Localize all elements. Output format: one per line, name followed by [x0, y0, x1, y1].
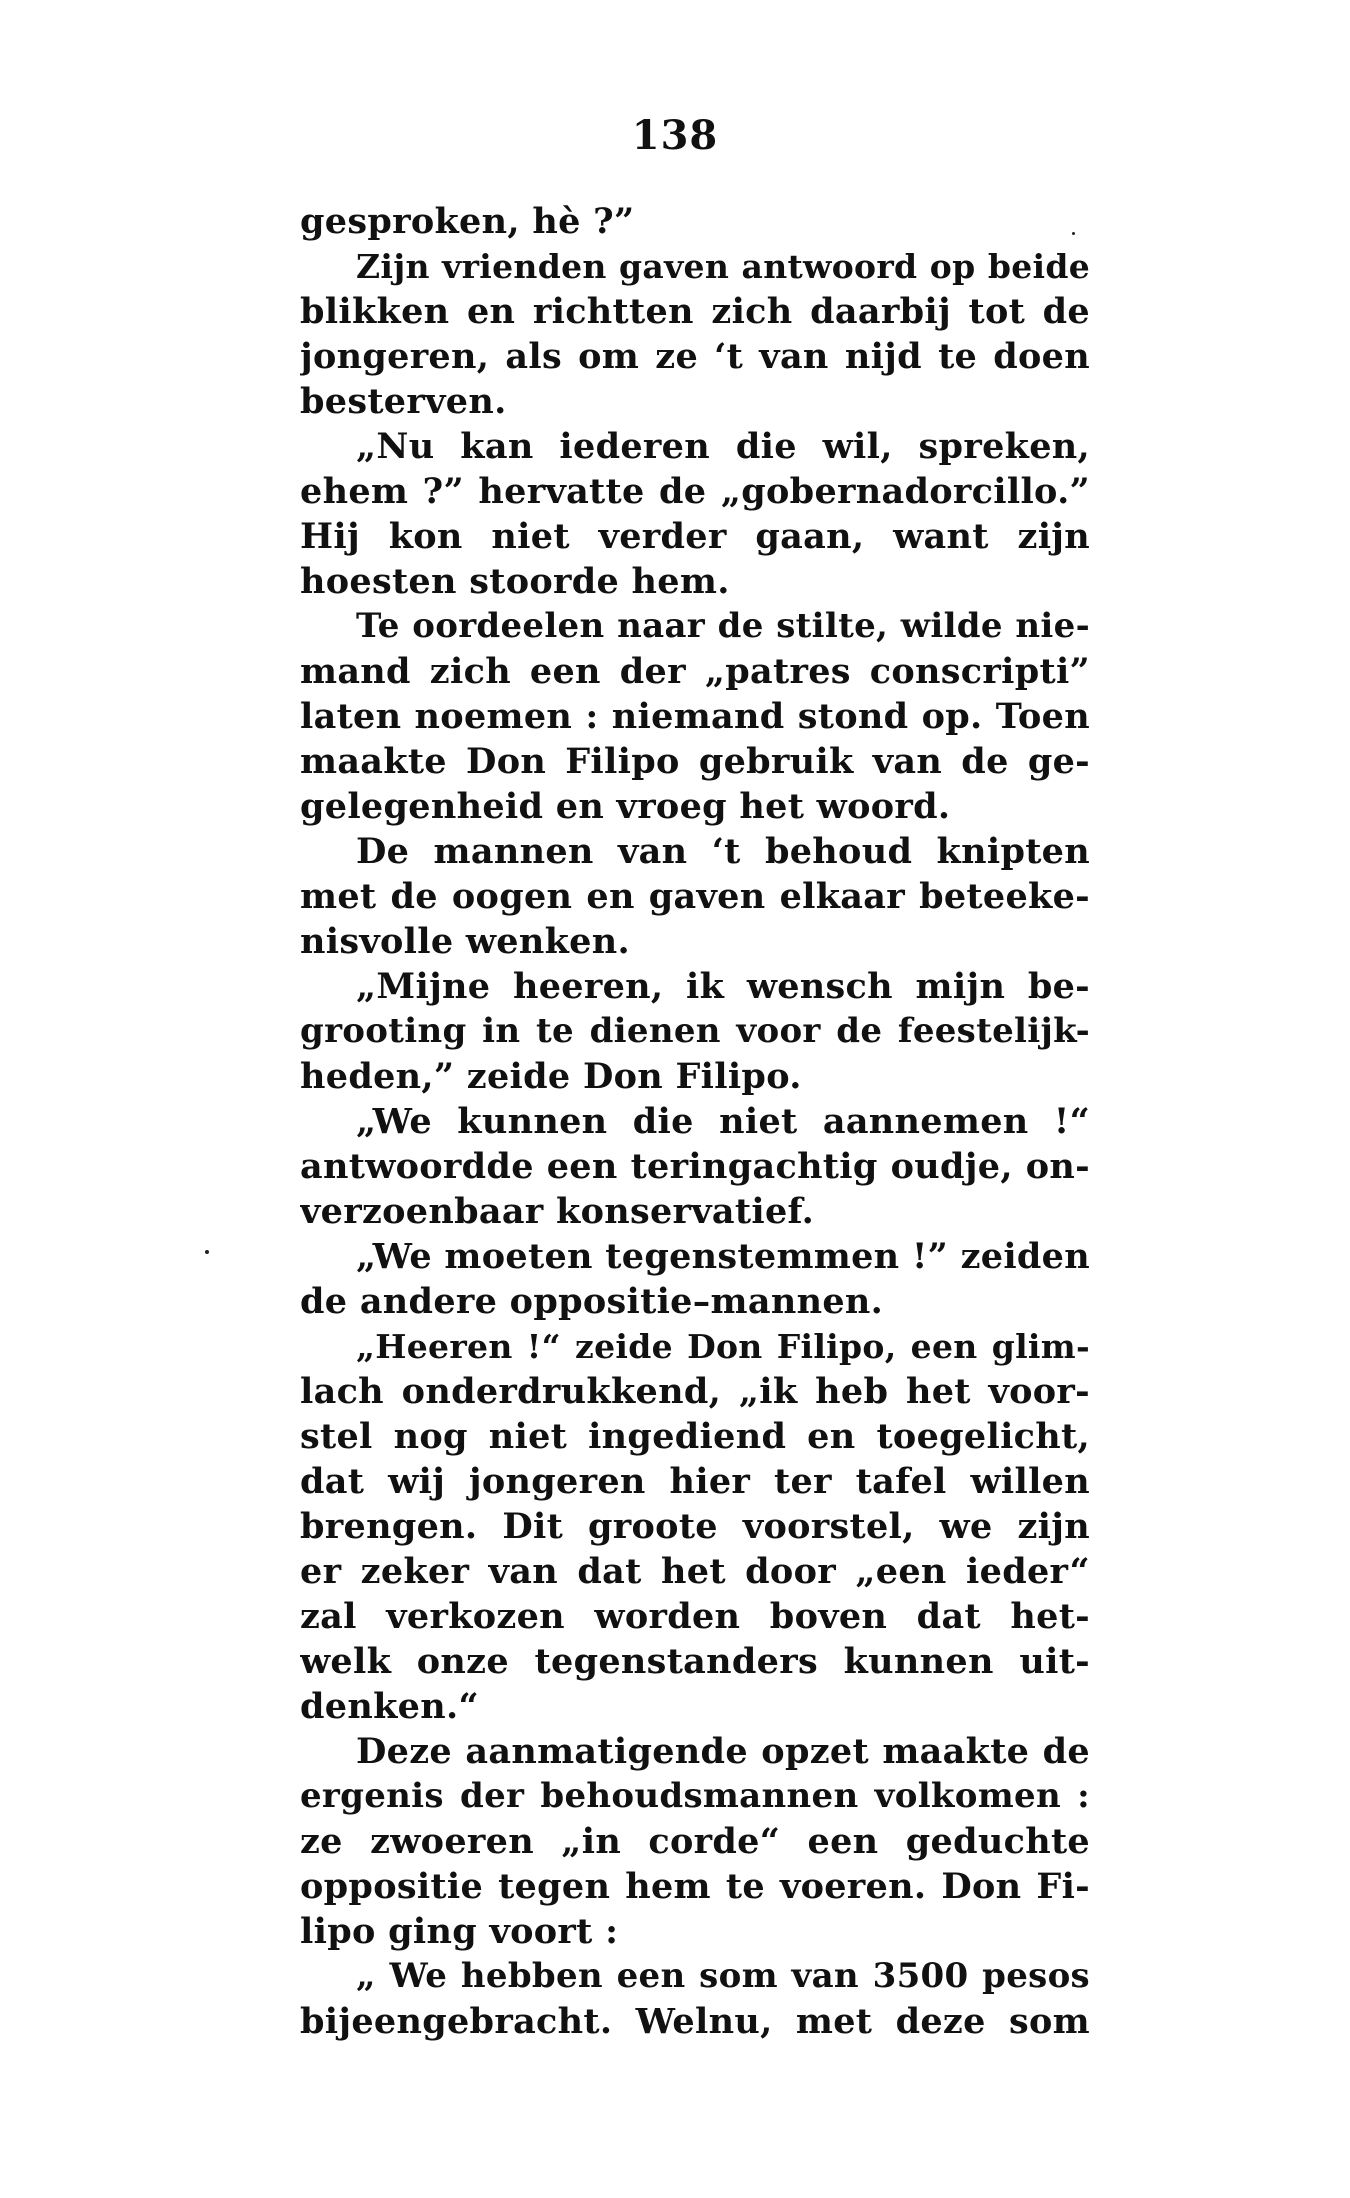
text-line: er zeker van dat het door „een ieder“: [300, 1551, 1090, 1592]
text-line: hoesten stoorde hem.: [300, 561, 730, 602]
text-line: ze zwoeren „in corde“ een geduchte: [300, 1821, 1090, 1862]
text-line: lipo ging voort :: [300, 1911, 619, 1952]
text-line: gesproken, hè ?”: [300, 201, 635, 242]
text-line: Te oordeelen naar de stilte, wilde nie-: [356, 606, 1090, 646]
text-line: de andere oppositie–mannen.: [300, 1281, 884, 1322]
body-text: [300, 199, 1090, 2044]
text-line: „We kunnen die niet aannemen !“: [356, 1101, 1090, 1142]
text-line: nisvolle wenken.: [300, 921, 630, 962]
text-line: zal verkozen worden boven dat het-: [300, 1596, 1090, 1637]
text-line: „Heeren !“ zeide Don Filipo, een glim-: [356, 1327, 1090, 1366]
page-number: 138: [631, 112, 719, 159]
text-line: met de oogen en gaven elkaar beteeke-: [300, 876, 1090, 917]
text-line: laten noemen : niemand stond op. Toen: [300, 696, 1090, 737]
text-line: stel nog niet ingediend en toegelicht,: [300, 1416, 1090, 1457]
text-line: „Nu kan iederen die wil, spreken,: [356, 426, 1090, 467]
text-line: „Mijne heeren, ik wensch mijn be-: [356, 966, 1090, 1007]
text-line: denken.“: [300, 1686, 479, 1727]
text-line: maakte Don Filipo gebruik van de ge-: [300, 741, 1090, 782]
text-line: oppositie tegen hem te voeren. Don Fi-: [300, 1866, 1090, 1907]
text-line: lach onderdrukkend, „ik heb het voor-: [300, 1371, 1090, 1412]
text-line: welk onze tegenstanders kunnen uit-: [300, 1641, 1090, 1682]
text-line: Hij kon niet verder gaan, want zijn: [300, 516, 1090, 557]
text-line: bijeengebracht. Welnu, met deze som: [300, 2001, 1090, 2042]
text-line: grooting in te dienen voor de feestelijk-: [300, 1011, 1090, 1051]
text-line: „We moeten tegenstemmen !” zeiden: [356, 1236, 1090, 1277]
text-line: blikken en richtten zich daarbij tot de: [300, 291, 1090, 332]
text-line: dat wij jongeren hier ter tafel willen: [300, 1461, 1090, 1502]
text-line: heden,” zeide Don Filipo.: [300, 1056, 802, 1097]
text-line: verzoenbaar konservatief.: [300, 1191, 815, 1232]
print-speck: [1072, 232, 1075, 235]
text-line: Deze aanmatigende opzet maakte de: [356, 1731, 1090, 1772]
text-line: antwoordde een teringachtig oudje, on-: [300, 1146, 1090, 1187]
text-line: De mannen van ‘t behoud knipten: [356, 831, 1090, 872]
text-line: ehem ?” hervatte de „gobernadorcillo.”: [300, 471, 1090, 512]
text-line: gelegenheid en vroeg het woord.: [300, 786, 951, 827]
text-line: jongeren, als om ze ‘t van nijd te doen: [300, 336, 1090, 377]
text-line: besterven.: [300, 381, 507, 422]
text-line: Zijn vrienden gaven antwoord op beide: [356, 247, 1090, 286]
print-speck: [205, 1250, 209, 1254]
text-line: ergenis der behoudsmannen volkomen :: [300, 1776, 1090, 1816]
text-line: brengen. Dit groote voorstel, we zijn: [300, 1506, 1090, 1547]
text-line: mand zich een der „patres conscripti”: [300, 651, 1090, 692]
text-line: „ We hebben een som van 3500 pesos: [356, 1956, 1090, 1996]
